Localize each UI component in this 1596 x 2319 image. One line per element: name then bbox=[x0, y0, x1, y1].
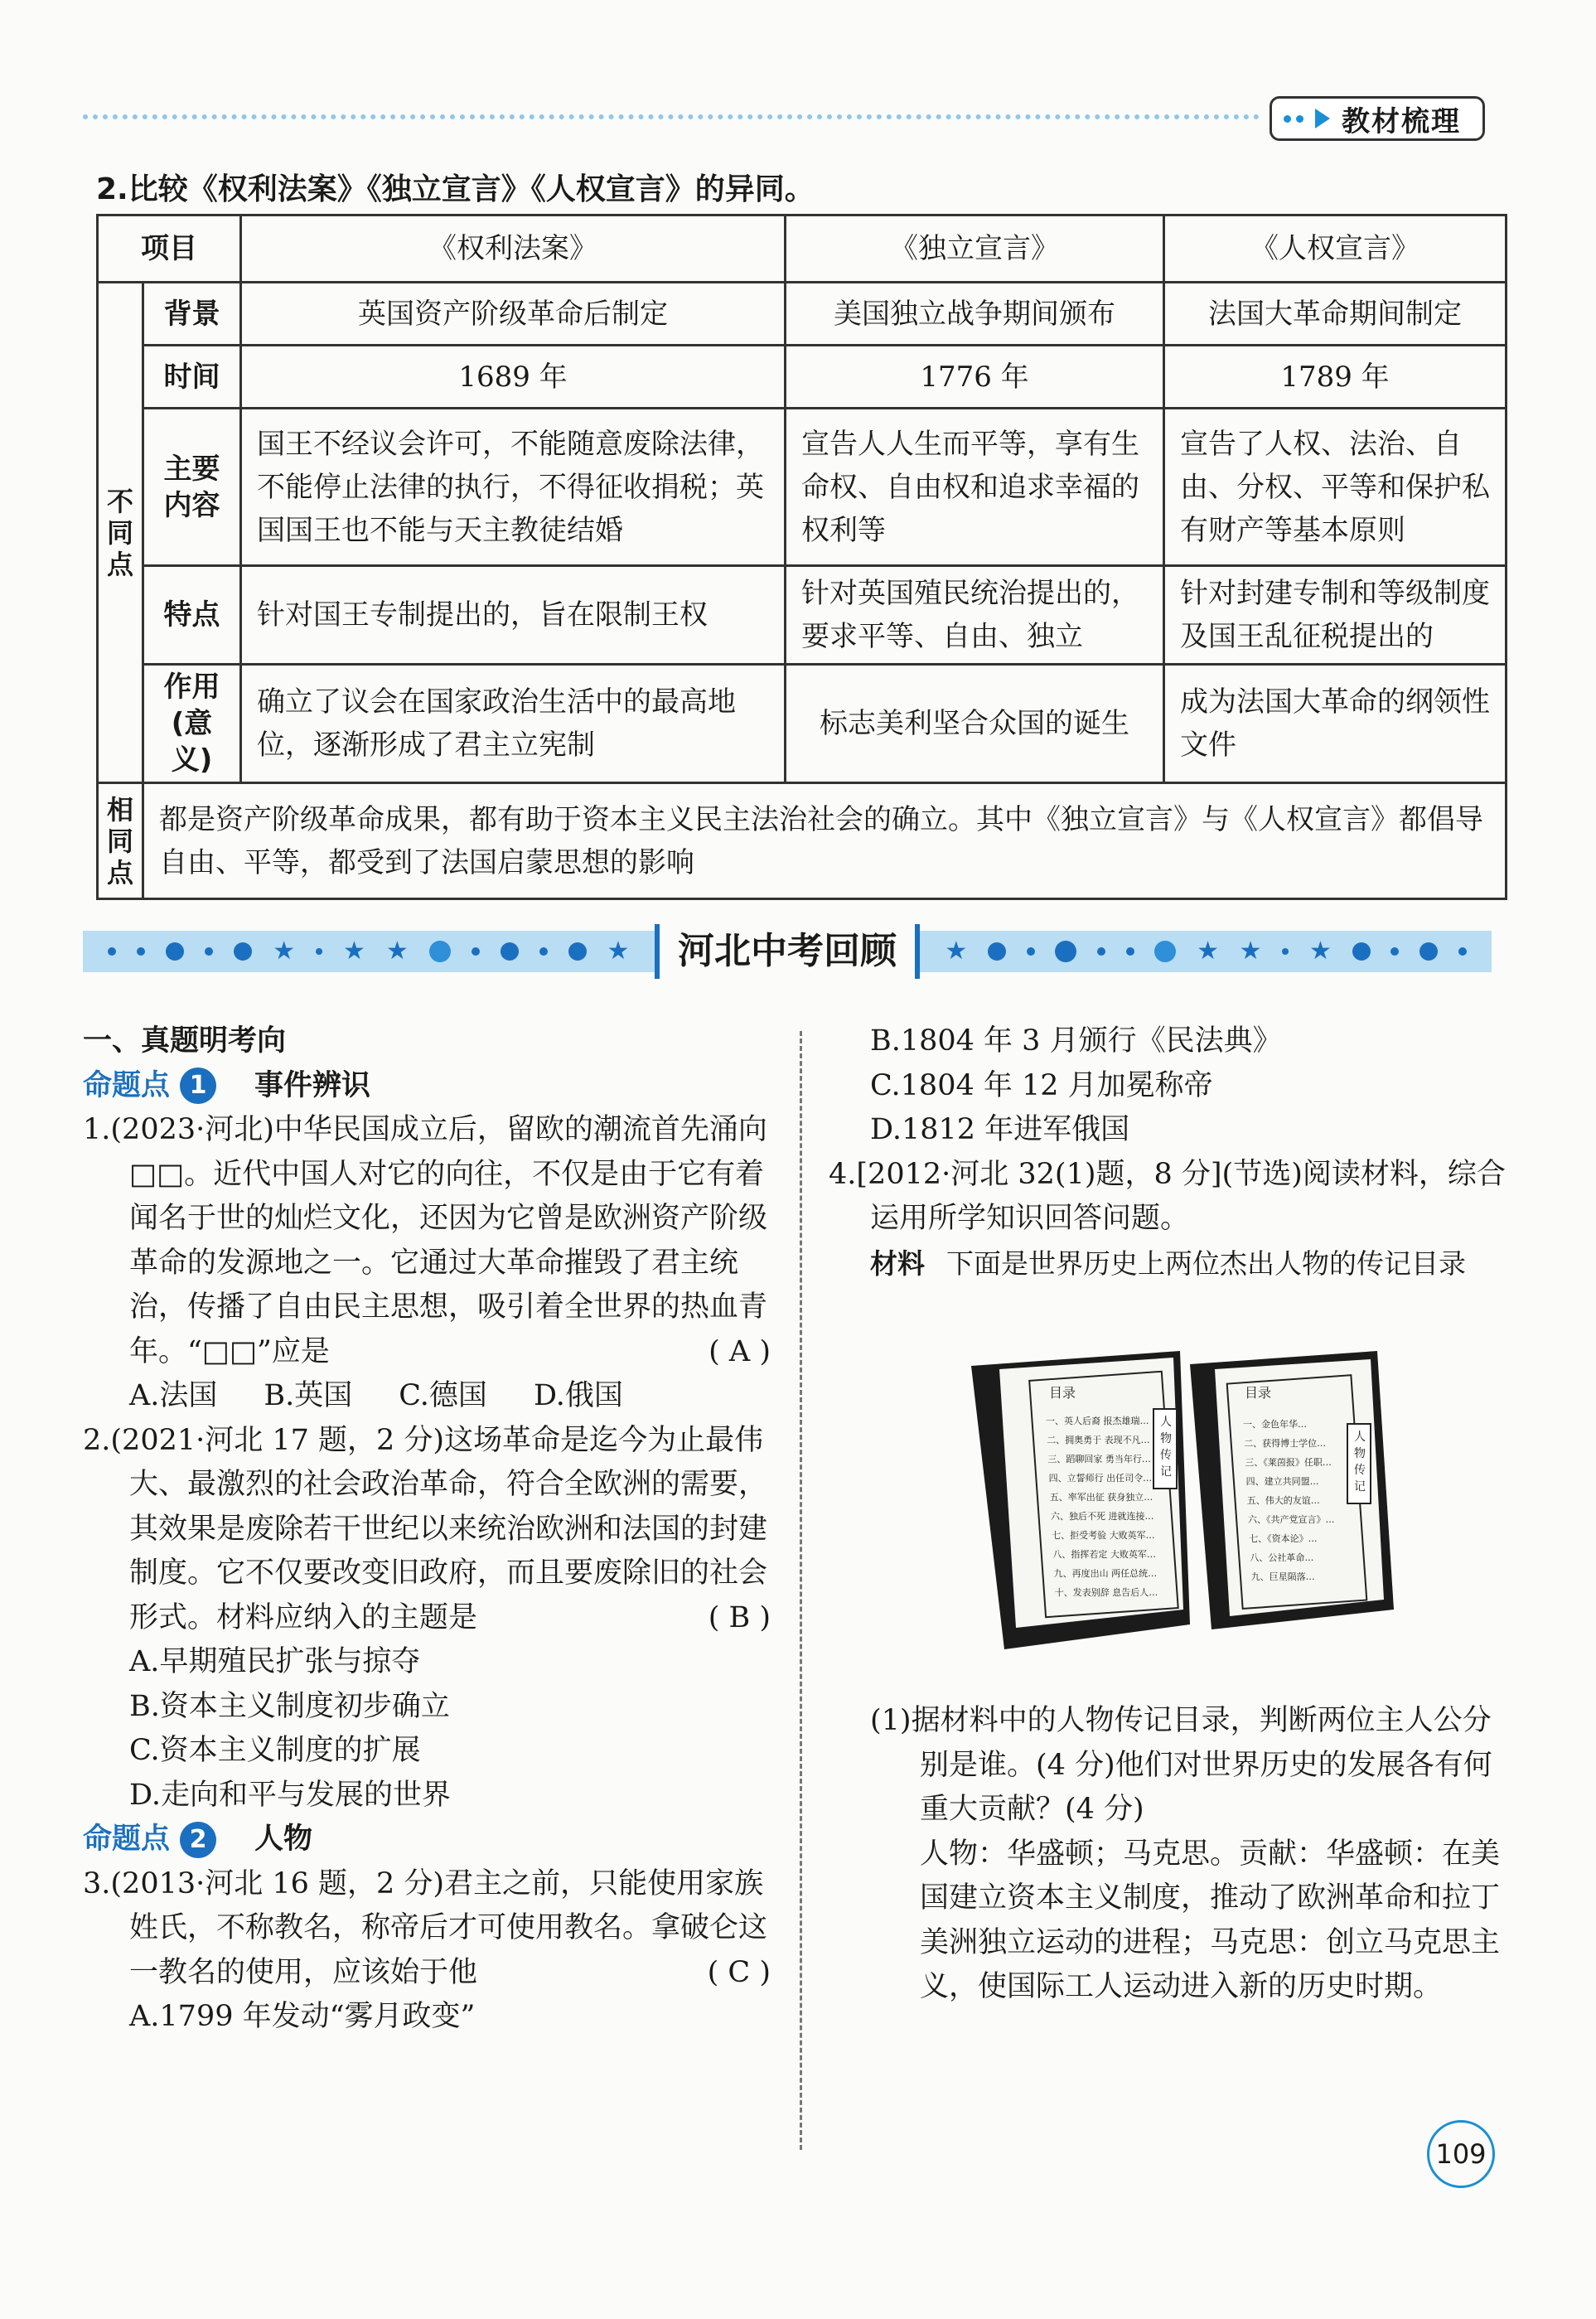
table-row-same bbox=[98, 783, 1507, 899]
material-text: 下面是世界历史上两位杰出人物的传记目录 bbox=[946, 1247, 1466, 1280]
topic-name: 人物 bbox=[254, 1823, 313, 1856]
table-cell: 宣告了人权、法治、自由、分权、平等和保护私有财产等基本原则 bbox=[1164, 409, 1507, 566]
section-heading: 一、真题明考向 bbox=[83, 1024, 287, 1058]
banner-decoration-right: ★ ★ ★ ★ bbox=[920, 931, 1492, 972]
header-declaration-rights-of-man: 《人权宣言》 bbox=[1164, 215, 1507, 283]
table-row bbox=[98, 283, 1507, 346]
comparison-table bbox=[96, 214, 1507, 900]
book-side-title: 人物传记 bbox=[1160, 1416, 1172, 1479]
topic-number: 1 bbox=[180, 1068, 216, 1104]
book-list-item: 九、巨星陨落… bbox=[1250, 1571, 1315, 1582]
question-1-options bbox=[83, 1374, 771, 1419]
row-label: 时间 bbox=[143, 346, 241, 409]
sub-question-1 bbox=[870, 1699, 1513, 2010]
table-cell: 美国独立战争期间颁布 bbox=[786, 283, 1164, 346]
book-list-item: 八、公社革命… bbox=[1250, 1552, 1314, 1563]
topic-label: 命题点 bbox=[83, 1823, 171, 1856]
table-row bbox=[98, 409, 1507, 566]
table-cell: 确立了议会在国家政治生活中的最高地位，逐渐形成了君主立宪制 bbox=[241, 665, 786, 783]
topic-heading-1 bbox=[83, 1064, 771, 1109]
option: A.早期殖民扩张与掠夺 bbox=[129, 1645, 421, 1678]
book-list-item: 二、拥奥勇于 表现不凡… bbox=[1047, 1435, 1150, 1445]
table-cell: 1689 年 bbox=[241, 346, 786, 409]
option: B.英国 bbox=[264, 1379, 353, 1412]
option: B.资本主义制度初步确立 bbox=[129, 1689, 450, 1723]
question-2 bbox=[83, 1419, 771, 1641]
question-stem: 3.(2013·河北 16 题，2 分)君主之前，只能使用家族姓氏，不称教名，称帝后才可使用教名。拿破仑这一教名的使用，应该始于他 bbox=[83, 1866, 768, 1989]
answer-mark: ( A ) bbox=[709, 1334, 771, 1368]
table-header-row bbox=[98, 215, 1507, 283]
banner-title: 河北中考回顾 bbox=[655, 924, 920, 979]
book-list-item: 三、蹈聊回家 勇当年行… bbox=[1047, 1454, 1151, 1465]
column-divider bbox=[800, 1031, 802, 2150]
book-list-item: 七、拒受考验 大败英军… bbox=[1052, 1530, 1155, 1541]
table-cell: 1776 年 bbox=[786, 346, 1164, 409]
row-label: 特点 bbox=[143, 566, 241, 665]
table-cell: 国王不经议会许可，不能随意废除法律，不能停止法律的执行，不得征收捐税；英国国王也不能与天主教徒结婚 bbox=[241, 409, 786, 566]
book-list-item: 五、率军出征 获身独立… bbox=[1049, 1492, 1153, 1503]
table-cell: 针对封建专制和等级制度及国王乱征税提出的 bbox=[1164, 566, 1507, 665]
topic-heading-2 bbox=[83, 1818, 771, 1862]
table-cell: 标志美利坚合众国的诞生 bbox=[786, 665, 1164, 783]
option: D.俄国 bbox=[533, 1379, 623, 1412]
topic-label: 命题点 bbox=[83, 1068, 171, 1102]
book-list-item: 四、立誓师行 出任司令… bbox=[1048, 1473, 1153, 1484]
book-side-title: 人物传记 bbox=[1354, 1431, 1366, 1494]
table-cell: 针对英国殖民统治提出的，要求平等、自由、独立 bbox=[786, 566, 1164, 665]
section-banner bbox=[83, 923, 1492, 980]
page-number: 109 bbox=[1427, 2120, 1495, 2188]
table-cell: 都是资产阶级革命成果，都有助于资本主义民主法治社会的确立。其中《独立宣言》与《人权宣言》都倡导自由、平等，都受到了法国启蒙思想的影响 bbox=[143, 783, 1507, 899]
table-cell: 宣告人人生而平等，享有生命权、自由权和追求幸福的权利等 bbox=[786, 409, 1164, 566]
row-label: 主要内容 bbox=[143, 409, 241, 566]
header-item: 项目 bbox=[98, 215, 241, 283]
header-declaration-independence: 《独立宣言》 bbox=[786, 215, 1164, 283]
answer-mark: ( C ) bbox=[707, 1955, 771, 1989]
section-tag-label: 教材梳理 bbox=[1342, 104, 1461, 138]
header-bill-of-rights: 《权利法案》 bbox=[241, 215, 786, 283]
option: A.1799 年发动“雾月政变” bbox=[129, 2000, 476, 2033]
book-marx bbox=[1190, 1351, 1394, 1629]
book-list-item: 一、金色年华… bbox=[1243, 1419, 1307, 1430]
material-label: 材料 bbox=[870, 1247, 925, 1280]
book-list-item: 十、发表别辞 息告后人… bbox=[1054, 1587, 1158, 1598]
table-cell: 1789 年 bbox=[1164, 346, 1507, 409]
book-list-item: 八、指挥若定 大败英军… bbox=[1052, 1549, 1156, 1560]
option: C.德国 bbox=[399, 1379, 487, 1412]
book-list-item: 一、英人后裔 报杰雄瑞… bbox=[1046, 1416, 1149, 1426]
table-row bbox=[98, 665, 1507, 783]
sub-question-text: (1)据材料中的人物传记目录，判断两位主人公分别是谁。(4 分)他们对世界历史的发展各有何重大贡献？(4 分) bbox=[870, 1704, 1492, 1826]
answer-mark: ( B ) bbox=[708, 1600, 771, 1634]
topic-name: 事件辨识 bbox=[254, 1068, 371, 1102]
row-label: 背景 bbox=[143, 283, 241, 346]
question-2-title: 2.比较《权利法案》《独立宣言》《人权宣言》的异同。 bbox=[96, 172, 815, 206]
header-dotted-rule bbox=[83, 114, 1260, 119]
book-list-item: 六、《共产党宣言》… bbox=[1248, 1514, 1335, 1525]
question-1 bbox=[83, 1108, 771, 1374]
book-list-item: 二、获得博士学位… bbox=[1244, 1438, 1327, 1449]
material bbox=[829, 1242, 1513, 1286]
arrow-right-icon bbox=[1315, 109, 1330, 128]
table-cell: 法国大革命期间制定 bbox=[1164, 283, 1507, 346]
banner-decoration-left: ★ ★ ★ ★ bbox=[83, 931, 655, 972]
topic-number: 2 bbox=[180, 1822, 216, 1858]
left-column bbox=[83, 1019, 771, 2040]
book-list-item: 六、独后不死 进就连接… bbox=[1051, 1511, 1154, 1522]
option: A.法国 bbox=[129, 1379, 218, 1412]
question-4: 4.[2012·河北 32(1)题，8 分](节选)阅读材料，综合运用所学知识回答问题。 bbox=[829, 1157, 1506, 1235]
question-stem: 2.(2021·河北 17 题，2 分)这场革命是迄今为止最伟大、最激烈的社会政治革命，符合全欧洲的需要，其效果是废除若干世纪以来统治欧洲和法国的封建制度。它不仅要改变旧政府，而且要废除旧的社会形式。材料应纳入的主题是 bbox=[83, 1423, 768, 1634]
table-cell: 英国资产阶级革命后制定 bbox=[241, 283, 786, 346]
book-tab: 目录 bbox=[1245, 1385, 1272, 1401]
question-3 bbox=[83, 1862, 771, 1996]
table-row bbox=[98, 346, 1507, 409]
option: C.1804 年 12 月加冕称帝 bbox=[870, 1068, 1213, 1102]
sub-question-answer: 人物：华盛顿；马克思。贡献：华盛顿：在美国建立资本主义制度，推动了欧洲革命和拉丁美洲独立运动的进程；马克思：创立马克思主义，使国际工人运动进入新的历史时期。 bbox=[920, 1837, 1501, 2003]
question-stem: 1.(2023·河北)中华民国成立后，留欧的潮流首先涌向□□。近代中国人对它的向往，不仅是由于它有着闻名于世的灿烂文化，还因为它曾是欧洲资产阶级革命的发源地之一。它通过大革命摧毁了君主统治，传播了自由民主思想，吸引着全世界的热血青年。“□□”应是 bbox=[83, 1113, 768, 1368]
table-row bbox=[98, 566, 1507, 665]
book-list-item: 七、《资本论》… bbox=[1249, 1533, 1318, 1544]
book-washington bbox=[971, 1351, 1190, 1649]
row-label: 作用(意义) bbox=[143, 665, 241, 783]
dots-icon bbox=[1284, 115, 1303, 123]
book-list-item: 三、《莱茵报》任职… bbox=[1245, 1457, 1332, 1468]
book-list-item: 四、建立共同盟… bbox=[1245, 1476, 1319, 1487]
option: C.资本主义制度的扩展 bbox=[129, 1734, 421, 1767]
group-label-diff: 不 同 点 bbox=[98, 283, 143, 783]
option: B.1804 年 3 月颁行《民法典》 bbox=[870, 1024, 1282, 1058]
section-tag bbox=[1270, 96, 1485, 141]
option: D.走向和平与发展的世界 bbox=[129, 1778, 451, 1812]
biography-books-image bbox=[966, 1346, 1397, 1649]
book-list-item: 五、伟大的友谊… bbox=[1246, 1495, 1320, 1506]
table-cell: 成为法国大革命的纲领性文件 bbox=[1164, 665, 1507, 783]
option: D.1812 年进军俄国 bbox=[870, 1113, 1130, 1146]
group-label-same: 相 同 点 bbox=[98, 783, 143, 899]
book-list-item: 九、再度出山 两任总统… bbox=[1053, 1568, 1158, 1579]
table-cell: 针对国王专制提出的，旨在限制王权 bbox=[241, 566, 786, 665]
right-column bbox=[829, 1019, 1513, 1285]
book-tab: 目录 bbox=[1049, 1385, 1076, 1401]
